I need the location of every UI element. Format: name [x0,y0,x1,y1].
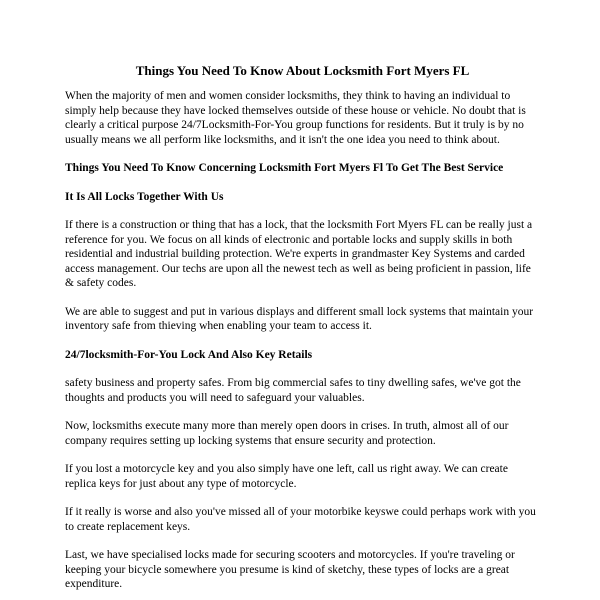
paragraph-locksmiths-execute: Now, locksmiths execute many more than merely open doors in crises. In truth, almost all of our company requires setting up locking systems that ensure security and protection. [65,420,509,447]
paragraph-safety-safes: safety business and property safes. From big commercial safes to tiny dwelling safes, we've got the thoughts and products you will need to safeguard your valuables. [65,377,521,404]
paragraph-intro: When the majority of men and women consider locksmiths, they think to having an individual to simply help because they have locked themselves outside of these house or vehicle. No doubt that is clearly a critical purpose 24/7Locksmith-For-You group functions for residents. But it truly is by no usually means we all perform like locksmiths, and it isn't the one idea you need to think about. [65,90,526,146]
paragraph-suggest-displays: We are able to suggest and put in various displays and different small lock systems that maintain your inventory safe from thieving when enabling your team to access it. [65,305,534,332]
document-title: Things You Need To Know About Locksmith Fort Myers FL [135,63,470,78]
paragraph-missed-motorbike-keys: If it really is worse and also you've missed all of your motorbike keyswe could perhaps work with you to create replacement keys. [65,506,536,533]
paragraph-specialised-locks: Last, we have specialised locks made for securing scooters and motorcycles. If you're traveling or keeping your bicycle somewhere you presume is kind of sketchy, these types of locks are a great expenditure. [65,549,515,590]
heading-best-service: Things You Need To Know Concerning Locksmith Fort Myers Fl To Get The Best Service [65,162,504,174]
paragraph-construction-lock: If there is a construction or thing that has a lock, that the locksmith Fort Myers FL can be really just a reference for you. We focus on all kinds of electronic and portable locks and supply skills in both residential and industrial building protection. We're experts in grandmaster Key Systems and carded access management. Our techs are upon all the newest tech as well as being proficient in passion, life & safety codes. [65,219,533,289]
paragraph-lost-motorcycle-key: If you lost a motorcycle key and you also simply have one left, call us right away. We can create replica keys for just about any type of motorcycle. [65,463,508,490]
heading-all-locks-together: It Is All Locks Together With Us [65,190,224,203]
heading-lock-and-key-retails: 24/7locksmith-For-You Lock And Also Key Retails [65,348,313,361]
